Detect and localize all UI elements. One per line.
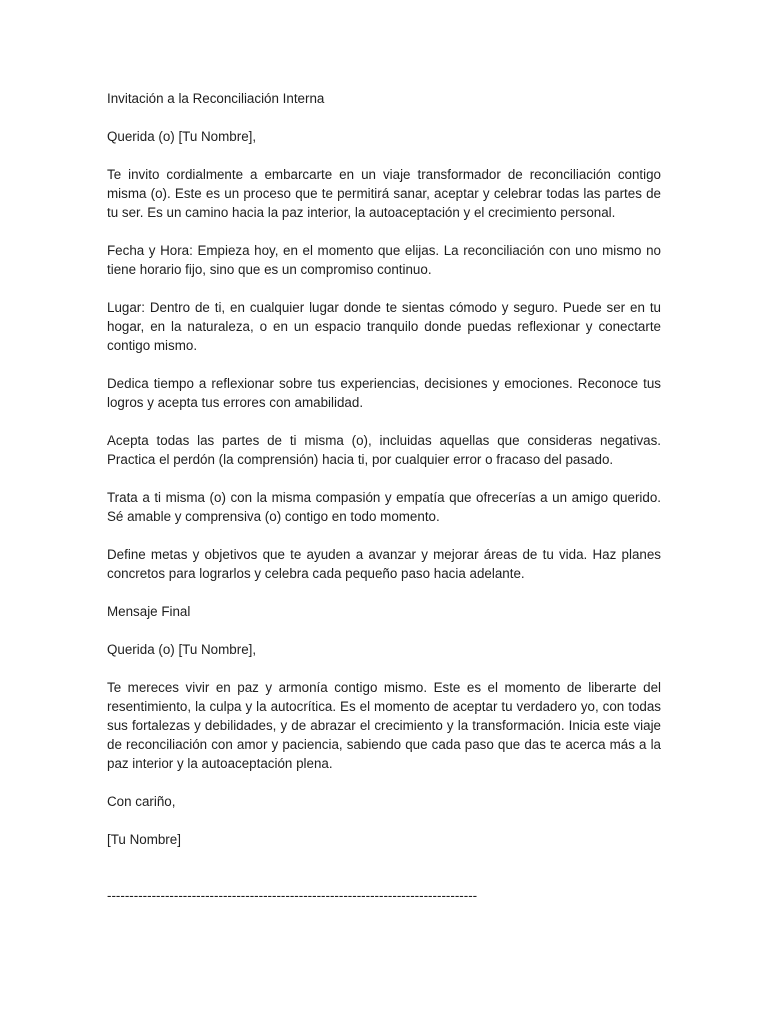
salutation: Querida (o) [Tu Nombre], <box>107 129 257 144</box>
date-time-paragraph: Fecha y Hora: Empieza hoy, en el momento que elijas. La reconciliación con uno mismo no tiene horario fijo, sino que es un compromiso continuo. <box>107 243 661 277</box>
final-paragraph: Te mereces vivir en paz y armonía contigo mismo. Este es el momento de liberarte del resentimiento, la culpa y la autocrítica. Es el momento de aceptar tu verdadero yo, con todas sus fortalezas y debilidades, y de abrazar el crecimiento y la transformación. Inicia este viaje de reconciliación con amor y paciencia, sabiendo que cada paso que das te acerca más a la paz interior y la autoaceptación plena. <box>107 680 661 771</box>
intro-paragraph: Te invito cordialmente a embarcarte en un viaje transformador de reconciliación contigo misma (o). Este es un proceso que te permitirá sanar, aceptar y celebrar todas las partes de tu ser. Es un camino hacia la paz interior, la autoaceptación y el crecimiento personal. <box>107 167 661 220</box>
reflection-paragraph: Dedica tiempo a reflexionar sobre tus experiencias, decisiones y emociones. Reconoce tus logros y acepta tus errores con amabilidad. <box>107 376 661 410</box>
section-heading: Mensaje Final <box>107 604 191 619</box>
closing: Con cariño, <box>107 794 176 809</box>
compassion-paragraph: Trata a ti misma (o) con la misma compasión y empatía que ofrecerías a un amigo querido. Sé amable y comprensiva (o) contigo en todo momento. <box>107 490 661 524</box>
acceptance-paragraph: Acepta todas las partes de ti misma (o), incluidas aquellas que consideras negativas. Practica el perdón (la comprensión) hacia ti, por cualquier error o fracaso del pasado. <box>107 433 661 467</box>
document-body <box>107 89 661 868</box>
salutation-final: Querida (o) [Tu Nombre], <box>107 642 257 657</box>
separator-line: ----------------------------------------------------------------------------------- <box>107 888 478 903</box>
place-paragraph: Lugar: Dentro de ti, en cualquier lugar donde te sientas cómodo y seguro. Puede ser en tu hogar, en la naturaleza, o en un espacio tranquilo donde puedas reflexionar y conectarte contigo mismo. <box>107 300 661 353</box>
document-title: Invitación a la Reconciliación Interna <box>107 91 325 106</box>
goals-paragraph: Define metas y objetivos que te ayuden a avanzar y mejorar áreas de tu vida. Haz planes concretos para lograrlos y celebra cada pequeño paso hacia adelante. <box>107 547 661 581</box>
signature: [Tu Nombre] <box>107 832 181 847</box>
